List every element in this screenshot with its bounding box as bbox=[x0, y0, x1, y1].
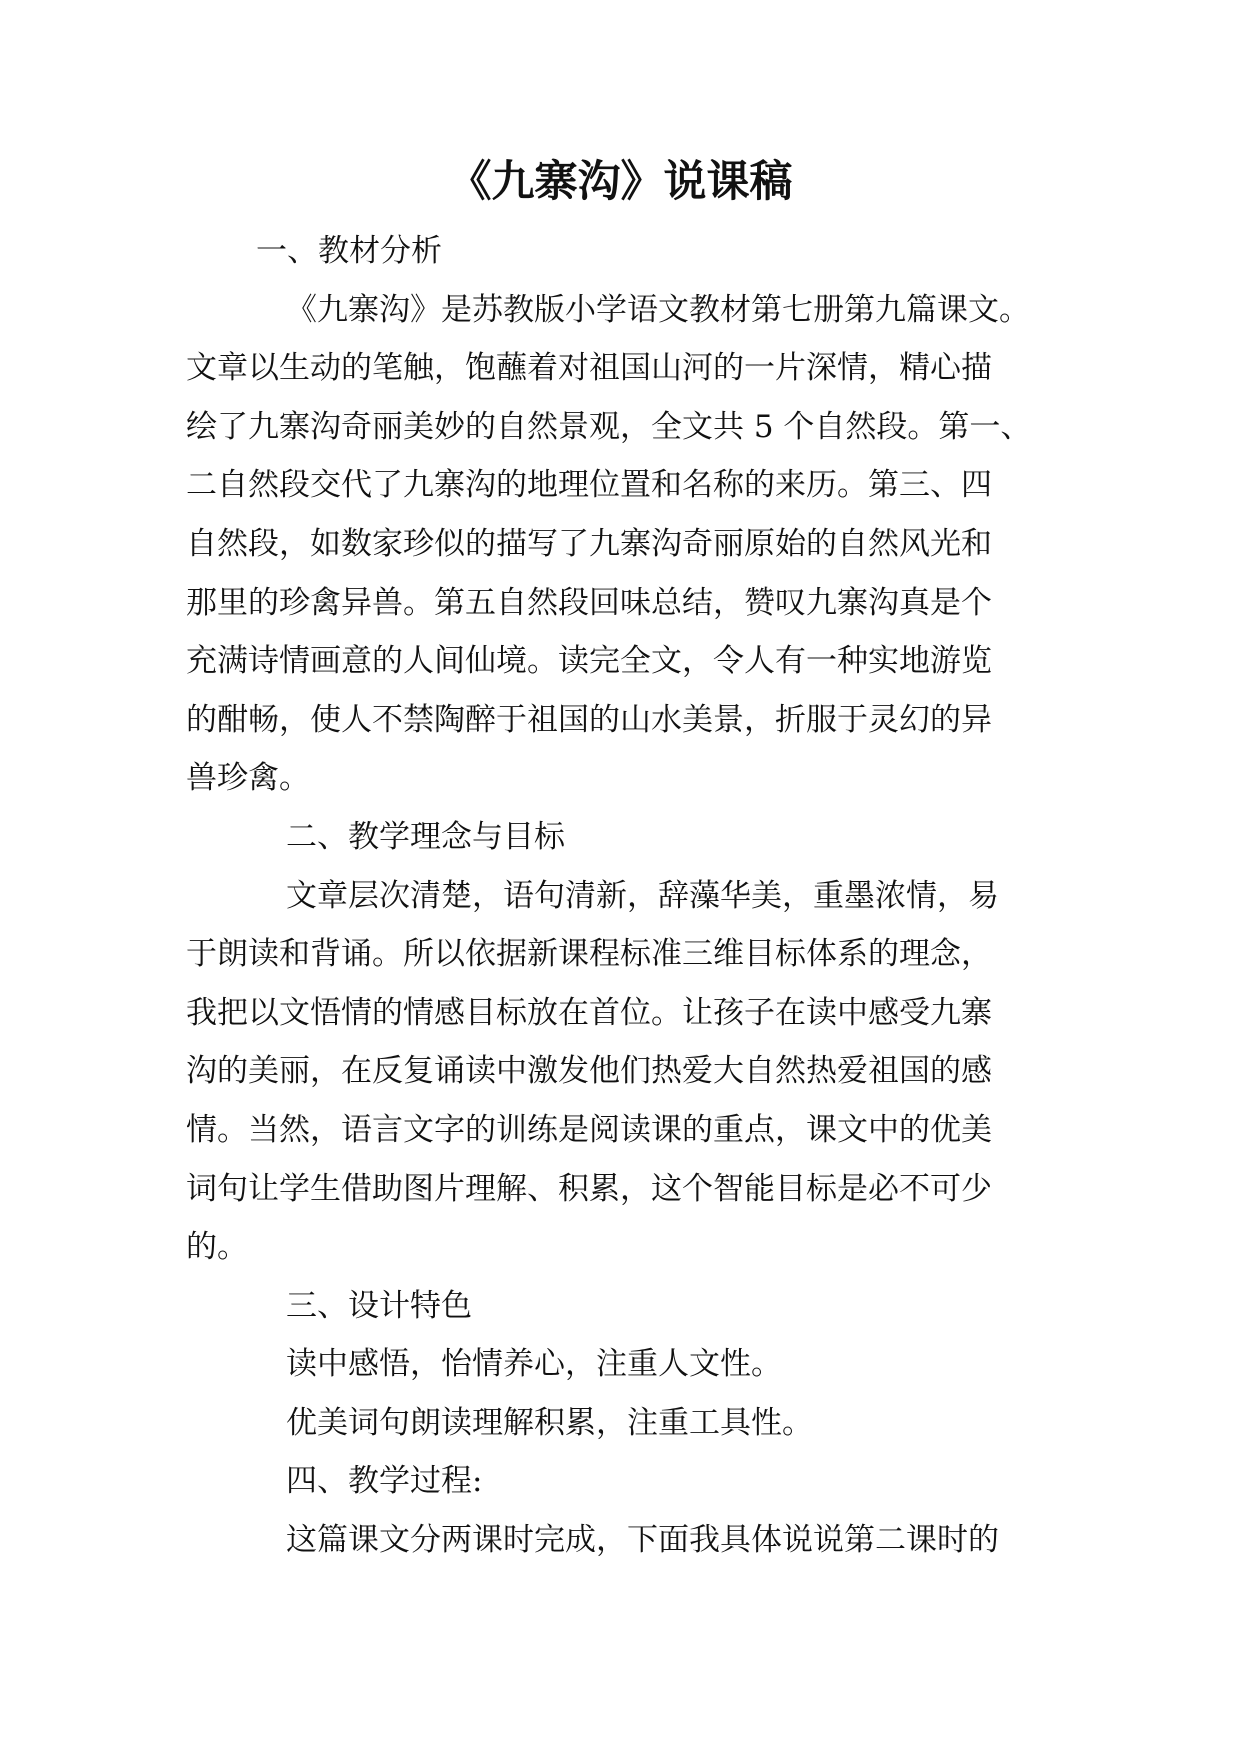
section-heading-3: 三、设计特色 bbox=[286, 1287, 472, 1324]
document-title: 《九寨沟》说课稿 bbox=[448, 157, 793, 207]
section-heading-2: 二、教学理念与目标 bbox=[286, 818, 565, 855]
section-heading-1: 一、教材分析 bbox=[256, 233, 442, 269]
paragraph-line: 词句让学生借助图片理解、积累，这个智能目标是必不可少 bbox=[186, 1170, 992, 1207]
paragraph-line: 的酣畅，使人不禁陶醉于祖国的山水美景，折服于灵幻的异 bbox=[186, 701, 992, 738]
paragraph-line: 自然段，如数家珍似的描写了九寨沟奇丽原始的自然风光和 bbox=[186, 525, 992, 562]
paragraph-line: 沟的美丽，在反复诵读中激发他们热爱大自然热爱祖国的感 bbox=[186, 1053, 992, 1090]
paragraph-line: 那里的珍禽异兽。第五自然段回味总结，赞叹九寨沟真是个 bbox=[186, 584, 992, 621]
paragraph-line: 于朗读和背诵。所以依据新课程标准三维目标体系的理念， bbox=[186, 936, 992, 973]
paragraph-line: 这篇课文分两课时完成，下面我具体说说第二课时的 bbox=[286, 1522, 999, 1559]
paragraph-line: 的。 bbox=[186, 1229, 248, 1266]
section-heading-4: 四、教学过程: bbox=[286, 1463, 483, 1500]
paragraph-line: 文章以生动的笔触，饱蘸着对祖国山河的一片深情，精心描 bbox=[186, 350, 992, 387]
paragraph-line: 《九寨沟》是苏教版小学语文教材第七册第九篇课文。 bbox=[286, 291, 1030, 328]
paragraph-line: 绘了九寨沟奇丽美妙的自然景观，全文共 5 个自然段。第一、 bbox=[186, 408, 1032, 445]
paragraph-line: 充满诗情画意的人间仙境。读完全文，令人有一种实地游览 bbox=[186, 643, 992, 680]
paragraph-line: 情。当然，语言文字的训练是阅读课的重点，课文中的优美 bbox=[186, 1111, 992, 1148]
paragraph-line: 文章层次清楚，语句清新，辞藻华美，重墨浓情，易 bbox=[286, 877, 999, 914]
paragraph-line: 二自然段交代了九寨沟的地理位置和名称的来历。第三、四 bbox=[186, 467, 992, 504]
document-body bbox=[186, 222, 1056, 1570]
paragraph-line: 兽珍禽。 bbox=[186, 760, 310, 797]
paragraph-line: 优美词句朗读理解积累，注重工具性。 bbox=[286, 1404, 813, 1441]
paragraph-line: 读中感悟，怡情养心，注重人文性。 bbox=[286, 1346, 782, 1383]
paragraph-line: 我把以文悟情的情感目标放在首位。让孩子在读中感受九寨 bbox=[186, 994, 992, 1031]
